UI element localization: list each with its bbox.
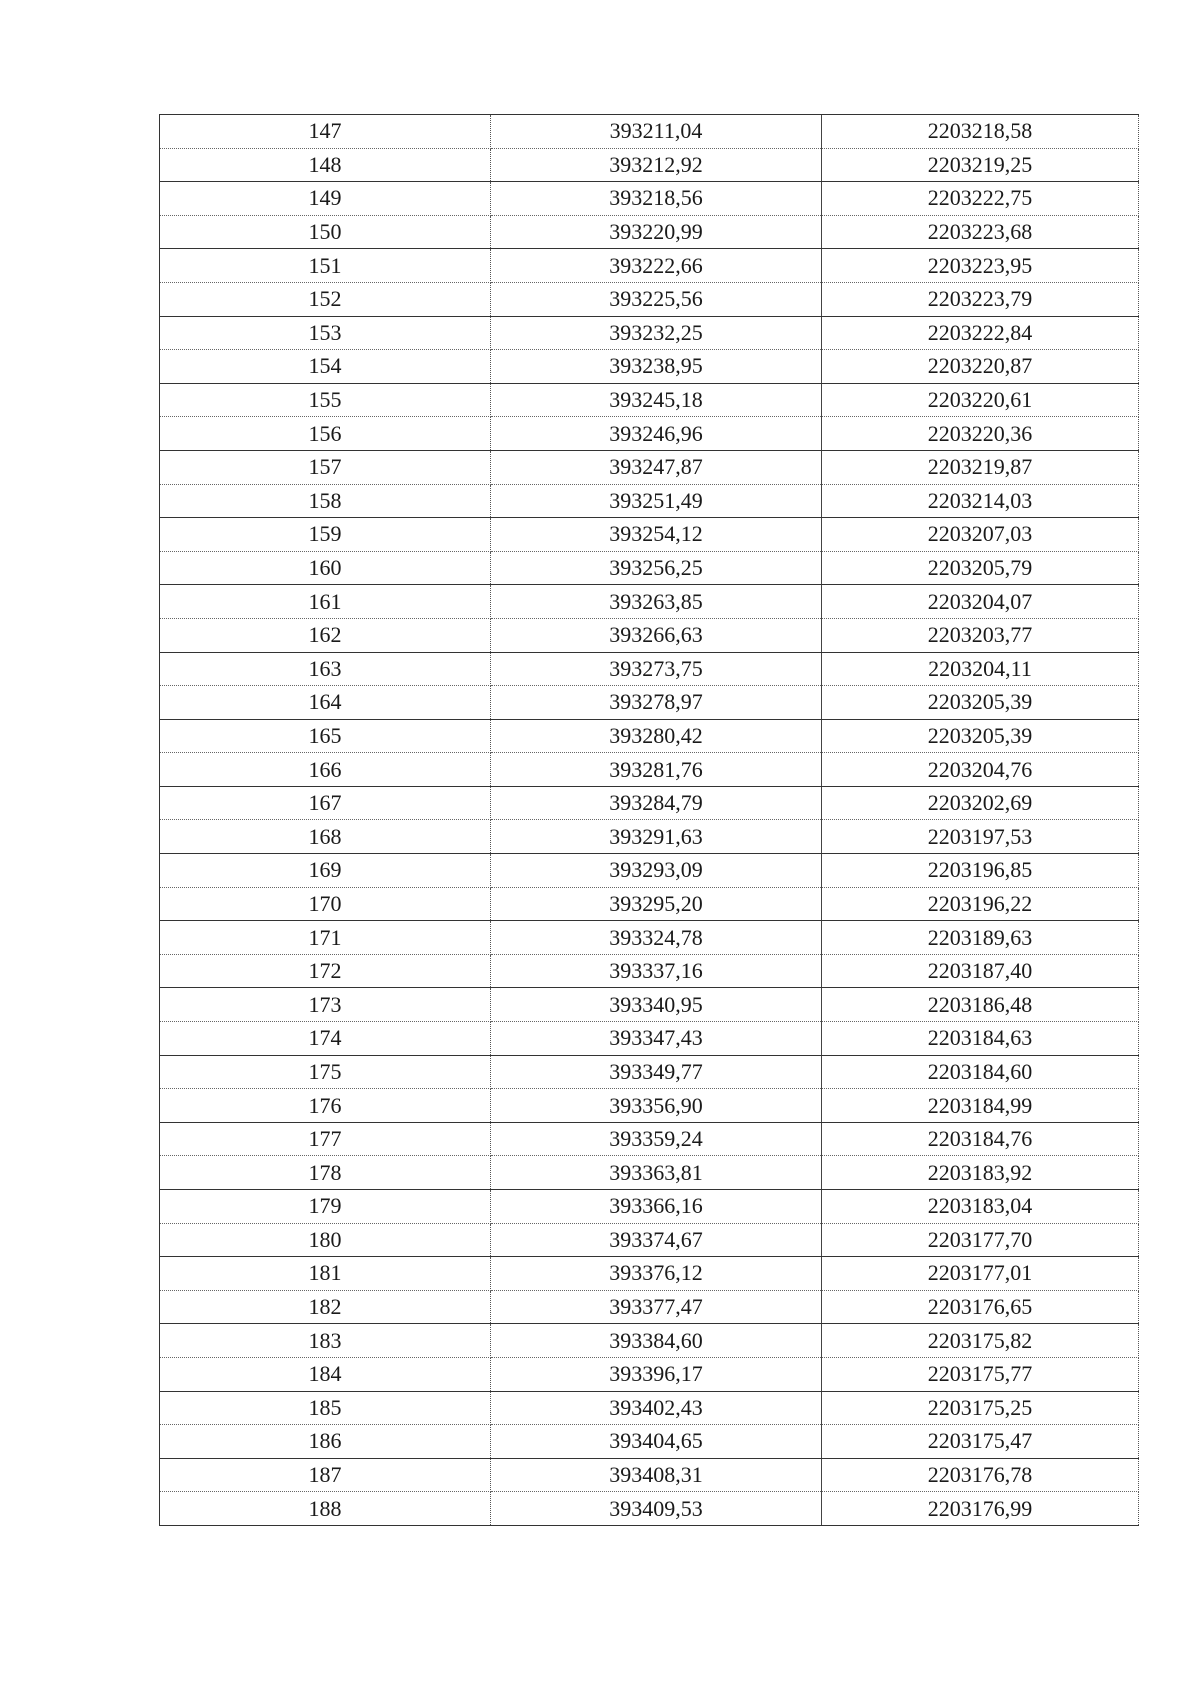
x-coordinate-cell: 393340,95 xyxy=(491,988,822,1022)
point-number-cell: 154 xyxy=(160,350,491,384)
point-number-cell: 155 xyxy=(160,383,491,417)
x-coordinate-cell: 393211,04 xyxy=(491,115,822,149)
coordinates-table xyxy=(159,114,1139,1526)
y-coordinate-cell: 2203219,25 xyxy=(822,148,1139,182)
y-coordinate-cell: 2203222,75 xyxy=(822,182,1139,216)
y-coordinate-cell: 2203176,78 xyxy=(822,1458,1139,1492)
point-number-cell: 166 xyxy=(160,753,491,787)
y-coordinate-cell: 2203220,87 xyxy=(822,350,1139,384)
y-coordinate-cell: 2203196,85 xyxy=(822,854,1139,888)
point-number-cell: 180 xyxy=(160,1223,491,1257)
table-row xyxy=(160,585,1139,619)
y-coordinate-cell: 2203223,79 xyxy=(822,282,1139,316)
table-row xyxy=(160,887,1139,921)
table-row xyxy=(160,1055,1139,1089)
x-coordinate-cell: 393238,95 xyxy=(491,350,822,384)
x-coordinate-cell: 393349,77 xyxy=(491,1055,822,1089)
y-coordinate-cell: 2203184,99 xyxy=(822,1089,1139,1123)
x-coordinate-cell: 393280,42 xyxy=(491,719,822,753)
y-coordinate-cell: 2203220,36 xyxy=(822,417,1139,451)
y-coordinate-cell: 2203223,68 xyxy=(822,215,1139,249)
x-coordinate-cell: 393363,81 xyxy=(491,1156,822,1190)
point-number-cell: 177 xyxy=(160,1122,491,1156)
table-row xyxy=(160,148,1139,182)
point-number-cell: 186 xyxy=(160,1425,491,1459)
table-row xyxy=(160,1223,1139,1257)
point-number-cell: 148 xyxy=(160,148,491,182)
y-coordinate-cell: 2203204,11 xyxy=(822,652,1139,686)
coordinates-table-body xyxy=(160,115,1139,1526)
x-coordinate-cell: 393402,43 xyxy=(491,1391,822,1425)
y-coordinate-cell: 2203204,76 xyxy=(822,753,1139,787)
table-row xyxy=(160,988,1139,1022)
point-number-cell: 165 xyxy=(160,719,491,753)
table-row xyxy=(160,1257,1139,1291)
x-coordinate-cell: 393409,53 xyxy=(491,1492,822,1526)
y-coordinate-cell: 2203202,69 xyxy=(822,786,1139,820)
table-row xyxy=(160,350,1139,384)
point-number-cell: 149 xyxy=(160,182,491,216)
x-coordinate-cell: 393324,78 xyxy=(491,921,822,955)
x-coordinate-cell: 393245,18 xyxy=(491,383,822,417)
x-coordinate-cell: 393232,25 xyxy=(491,316,822,350)
table-row xyxy=(160,282,1139,316)
x-coordinate-cell: 393246,96 xyxy=(491,417,822,451)
point-number-cell: 150 xyxy=(160,215,491,249)
y-coordinate-cell: 2203222,84 xyxy=(822,316,1139,350)
table-row xyxy=(160,1458,1139,1492)
y-coordinate-cell: 2203184,60 xyxy=(822,1055,1139,1089)
x-coordinate-cell: 393273,75 xyxy=(491,652,822,686)
y-coordinate-cell: 2203175,47 xyxy=(822,1425,1139,1459)
table-row xyxy=(160,954,1139,988)
table-row xyxy=(160,551,1139,585)
y-coordinate-cell: 2203177,01 xyxy=(822,1257,1139,1291)
x-coordinate-cell: 393337,16 xyxy=(491,954,822,988)
y-coordinate-cell: 2203205,79 xyxy=(822,551,1139,585)
point-number-cell: 167 xyxy=(160,786,491,820)
point-number-cell: 151 xyxy=(160,249,491,283)
x-coordinate-cell: 393396,17 xyxy=(491,1357,822,1391)
point-number-cell: 161 xyxy=(160,585,491,619)
y-coordinate-cell: 2203214,03 xyxy=(822,484,1139,518)
table-row xyxy=(160,854,1139,888)
table-row xyxy=(160,921,1139,955)
y-coordinate-cell: 2203203,77 xyxy=(822,618,1139,652)
table-row xyxy=(160,1391,1139,1425)
point-number-cell: 184 xyxy=(160,1357,491,1391)
point-number-cell: 187 xyxy=(160,1458,491,1492)
y-coordinate-cell: 2203207,03 xyxy=(822,518,1139,552)
x-coordinate-cell: 393247,87 xyxy=(491,450,822,484)
y-coordinate-cell: 2203183,92 xyxy=(822,1156,1139,1190)
point-number-cell: 156 xyxy=(160,417,491,451)
x-coordinate-cell: 393374,67 xyxy=(491,1223,822,1257)
table-row xyxy=(160,1022,1139,1056)
table-row xyxy=(160,182,1139,216)
point-number-cell: 179 xyxy=(160,1190,491,1224)
table-row xyxy=(160,450,1139,484)
table-row xyxy=(160,719,1139,753)
point-number-cell: 160 xyxy=(160,551,491,585)
table-row xyxy=(160,316,1139,350)
table-row xyxy=(160,484,1139,518)
table-row xyxy=(160,686,1139,720)
y-coordinate-cell: 2203186,48 xyxy=(822,988,1139,1022)
table-row xyxy=(160,115,1139,149)
y-coordinate-cell: 2203218,58 xyxy=(822,115,1139,149)
x-coordinate-cell: 393220,99 xyxy=(491,215,822,249)
x-coordinate-cell: 393293,09 xyxy=(491,854,822,888)
y-coordinate-cell: 2203219,87 xyxy=(822,450,1139,484)
x-coordinate-cell: 393212,92 xyxy=(491,148,822,182)
x-coordinate-cell: 393256,25 xyxy=(491,551,822,585)
y-coordinate-cell: 2203189,63 xyxy=(822,921,1139,955)
point-number-cell: 170 xyxy=(160,887,491,921)
point-number-cell: 174 xyxy=(160,1022,491,1056)
table-row xyxy=(160,383,1139,417)
x-coordinate-cell: 393376,12 xyxy=(491,1257,822,1291)
point-number-cell: 147 xyxy=(160,115,491,149)
point-number-cell: 169 xyxy=(160,854,491,888)
table-row xyxy=(160,215,1139,249)
x-coordinate-cell: 393408,31 xyxy=(491,1458,822,1492)
y-coordinate-cell: 2203220,61 xyxy=(822,383,1139,417)
y-coordinate-cell: 2203184,63 xyxy=(822,1022,1139,1056)
point-number-cell: 188 xyxy=(160,1492,491,1526)
table-row xyxy=(160,1290,1139,1324)
x-coordinate-cell: 393225,56 xyxy=(491,282,822,316)
y-coordinate-cell: 2203175,77 xyxy=(822,1357,1139,1391)
table-row xyxy=(160,1122,1139,1156)
x-coordinate-cell: 393278,97 xyxy=(491,686,822,720)
point-number-cell: 171 xyxy=(160,921,491,955)
point-number-cell: 182 xyxy=(160,1290,491,1324)
y-coordinate-cell: 2203184,76 xyxy=(822,1122,1139,1156)
point-number-cell: 162 xyxy=(160,618,491,652)
point-number-cell: 152 xyxy=(160,282,491,316)
point-number-cell: 157 xyxy=(160,450,491,484)
y-coordinate-cell: 2203176,99 xyxy=(822,1492,1139,1526)
y-coordinate-cell: 2203183,04 xyxy=(822,1190,1139,1224)
x-coordinate-cell: 393356,90 xyxy=(491,1089,822,1123)
y-coordinate-cell: 2203175,82 xyxy=(822,1324,1139,1358)
x-coordinate-cell: 393295,20 xyxy=(491,887,822,921)
x-coordinate-cell: 393291,63 xyxy=(491,820,822,854)
point-number-cell: 153 xyxy=(160,316,491,350)
point-number-cell: 173 xyxy=(160,988,491,1022)
point-number-cell: 175 xyxy=(160,1055,491,1089)
y-coordinate-cell: 2203196,22 xyxy=(822,887,1139,921)
point-number-cell: 178 xyxy=(160,1156,491,1190)
x-coordinate-cell: 393254,12 xyxy=(491,518,822,552)
table-row xyxy=(160,1324,1139,1358)
x-coordinate-cell: 393251,49 xyxy=(491,484,822,518)
point-number-cell: 159 xyxy=(160,518,491,552)
point-number-cell: 168 xyxy=(160,820,491,854)
table-row xyxy=(160,618,1139,652)
y-coordinate-cell: 2203204,07 xyxy=(822,585,1139,619)
point-number-cell: 183 xyxy=(160,1324,491,1358)
point-number-cell: 176 xyxy=(160,1089,491,1123)
table-row xyxy=(160,1156,1139,1190)
x-coordinate-cell: 393263,85 xyxy=(491,585,822,619)
x-coordinate-cell: 393284,79 xyxy=(491,786,822,820)
x-coordinate-cell: 393347,43 xyxy=(491,1022,822,1056)
x-coordinate-cell: 393266,63 xyxy=(491,618,822,652)
y-coordinate-cell: 2203177,70 xyxy=(822,1223,1139,1257)
y-coordinate-cell: 2203197,53 xyxy=(822,820,1139,854)
table-row xyxy=(160,753,1139,787)
point-number-cell: 185 xyxy=(160,1391,491,1425)
x-coordinate-cell: 393222,66 xyxy=(491,249,822,283)
table-row xyxy=(160,249,1139,283)
point-number-cell: 164 xyxy=(160,686,491,720)
x-coordinate-cell: 393359,24 xyxy=(491,1122,822,1156)
x-coordinate-cell: 393384,60 xyxy=(491,1324,822,1358)
x-coordinate-cell: 393366,16 xyxy=(491,1190,822,1224)
x-coordinate-cell: 393377,47 xyxy=(491,1290,822,1324)
point-number-cell: 181 xyxy=(160,1257,491,1291)
table-row xyxy=(160,417,1139,451)
point-number-cell: 158 xyxy=(160,484,491,518)
y-coordinate-cell: 2203205,39 xyxy=(822,719,1139,753)
table-row xyxy=(160,518,1139,552)
y-coordinate-cell: 2203223,95 xyxy=(822,249,1139,283)
x-coordinate-cell: 393281,76 xyxy=(491,753,822,787)
table-row xyxy=(160,1190,1139,1224)
table-row xyxy=(160,1357,1139,1391)
table-row xyxy=(160,786,1139,820)
table-row xyxy=(160,1425,1139,1459)
point-number-cell: 172 xyxy=(160,954,491,988)
table-row xyxy=(160,1492,1139,1526)
y-coordinate-cell: 2203175,25 xyxy=(822,1391,1139,1425)
table-row xyxy=(160,1089,1139,1123)
table-row xyxy=(160,652,1139,686)
y-coordinate-cell: 2203205,39 xyxy=(822,686,1139,720)
table-row xyxy=(160,820,1139,854)
y-coordinate-cell: 2203187,40 xyxy=(822,954,1139,988)
y-coordinate-cell: 2203176,65 xyxy=(822,1290,1139,1324)
x-coordinate-cell: 393218,56 xyxy=(491,182,822,216)
point-number-cell: 163 xyxy=(160,652,491,686)
x-coordinate-cell: 393404,65 xyxy=(491,1425,822,1459)
